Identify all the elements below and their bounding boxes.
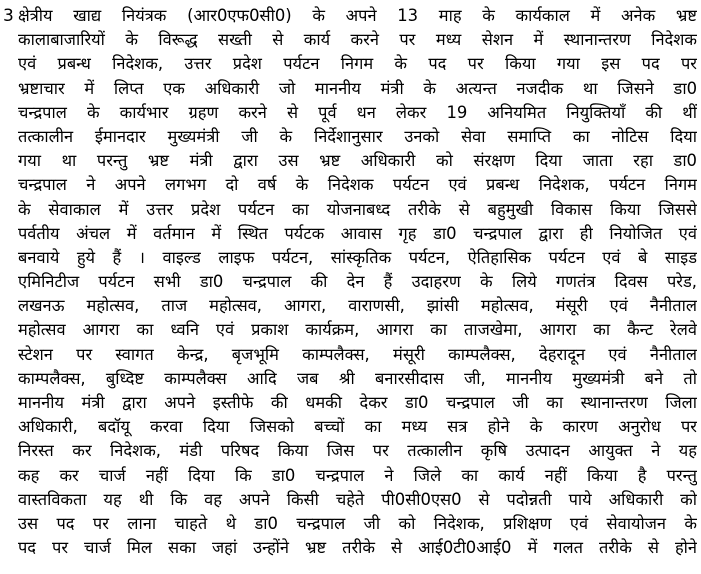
text-line: क्षेत्रीय खाद्य नियंत्रक (आर0एफ0सी0) के अपने 13 माह के कार्यकाल में अनेक भ्रष्ट [18,6,697,25]
paragraph-text [18,4,697,560]
text-line: कह कर चार्ज नहीं दिया कि डा0 चन्द्रपाल ने जिले का कार्य नहीं किया है परन्तु [18,465,697,485]
text-line: बनवाये हुये हैं । वाइल्ड लाइफ पर्यटन, सांस्कृतिक पर्यटन, ऐतिहासिक पर्यटन एवं बे साइड [18,247,697,267]
text-line: तत्कालीन ईमानदार मुख्यमंत्री जी के निर्देशानुसार उनको सेवा समाप्ति का नोटिस दिया [18,126,697,146]
text-line: चन्द्रपाल के कार्यभार ग्रहण करने से पूर्व धन लेकर 19 अनियमित नियुक्तियॉं की थीं [18,102,697,122]
text-line: काम्पलैक्स, बुध्दिष्ट काम्पलैक्स आदि जब श्री बनारसीदास जी, माननीय मुख्यमंत्री बने तो [18,368,697,388]
text-line: गया था परन्तु भ्रष्ट मंत्री द्वारा उस भ्रष्ट अधिकारी को संरक्षण दिया जाता रहा डा0 [18,151,697,171]
text-line: पर्वतीय अंचल में वर्तमान में स्थित पर्यटक आवास गृह डा0 चन्द्रपाल द्वारा ही नियोजित एवं [18,223,697,243]
text-line: महोत्सव आगरा का ध्वनि एवं प्रकाश कार्यक्रम, आगरा का ताजखेमा, आगरा का कैन्ट रेलवे [18,320,697,340]
text-line: अधिकारी, बदॉयू करवा दिया जिसको बच्चों का मध्य सत्र होने के कारण अनुरोध पर [18,417,697,437]
item-number: 3 [3,6,14,26]
text-line: भ्रष्टाचार में लिप्त एक अधिकारी जो माननीय मंत्री के अत्यन्त नजदीक था जिसने डा0 [18,78,697,98]
text-line: माननीय मंत्री द्वारा अपने इस्तीफे की धमकी देकर डा0 चन्द्रपाल जी का स्थानान्तरण जिला [18,393,697,412]
text-line: एमिनिटीज पर्यटन सभी डा0 चन्द्रपाल की देन हैं उदाहरण के लिये गणतंत्र दिवस परेड, [18,272,697,292]
text-line: लखनऊ महोत्सव, ताज महोत्सव, आगरा, वाराणसी, झांसी महोत्सव, मंसूरी एवं नैनीताल [18,296,697,316]
text-line: कालाबाजारियों के विरूद्ध सख्ती से कार्य करने पर मध्य सेशन में स्थानान्तरण निदेशक [18,30,697,50]
text-line: वास्तविकता यह थी कि वह अपने किसी चहेते पी0सी0एस0 से पदोन्नती पाये अधिकारी को [18,489,697,509]
text-line: चन्द्रपाल ने अपने लगभग दो वर्ष के निदेशक पर्यटन एवं प्रबन्ध निदेशक, पर्यटन निगम [18,175,697,195]
text-line: निरस्त कर निदेशक, मंडी परिषद किया जिस पर तत्कालीन कृषि उत्पादन आयुक्त ने यह [18,441,697,461]
text-line: उस पद पर लाना चाहते थे डा0 चन्द्रपाल जी को निदेशक, प्रशिक्षण एवं सेवायोजन के [18,513,697,533]
text-line: पद पर चार्ज मिल सका जहां उन्होंने भ्रष्ट तरीके से आई0टी0आई0 में गलत तरीके से होने [18,538,697,558]
text-line: के सेवाकाल में उत्तर प्रदेश पर्यटन का योजनाबध्द तरीके से बहुमुखी विकास किया जिससे [18,199,697,219]
text-line: एवं प्रबन्ध निदेशक, उत्तर प्रदेश पर्यटन निगम के पद पर किया गया इस पद पर [18,54,697,74]
text-line: स्टेशन पर स्वागत केन्द्र, बृजभूमि काम्पलैक्स, मंसूरी काम्पलैक्स, देहरादून एवं नैनीताल [18,344,697,364]
